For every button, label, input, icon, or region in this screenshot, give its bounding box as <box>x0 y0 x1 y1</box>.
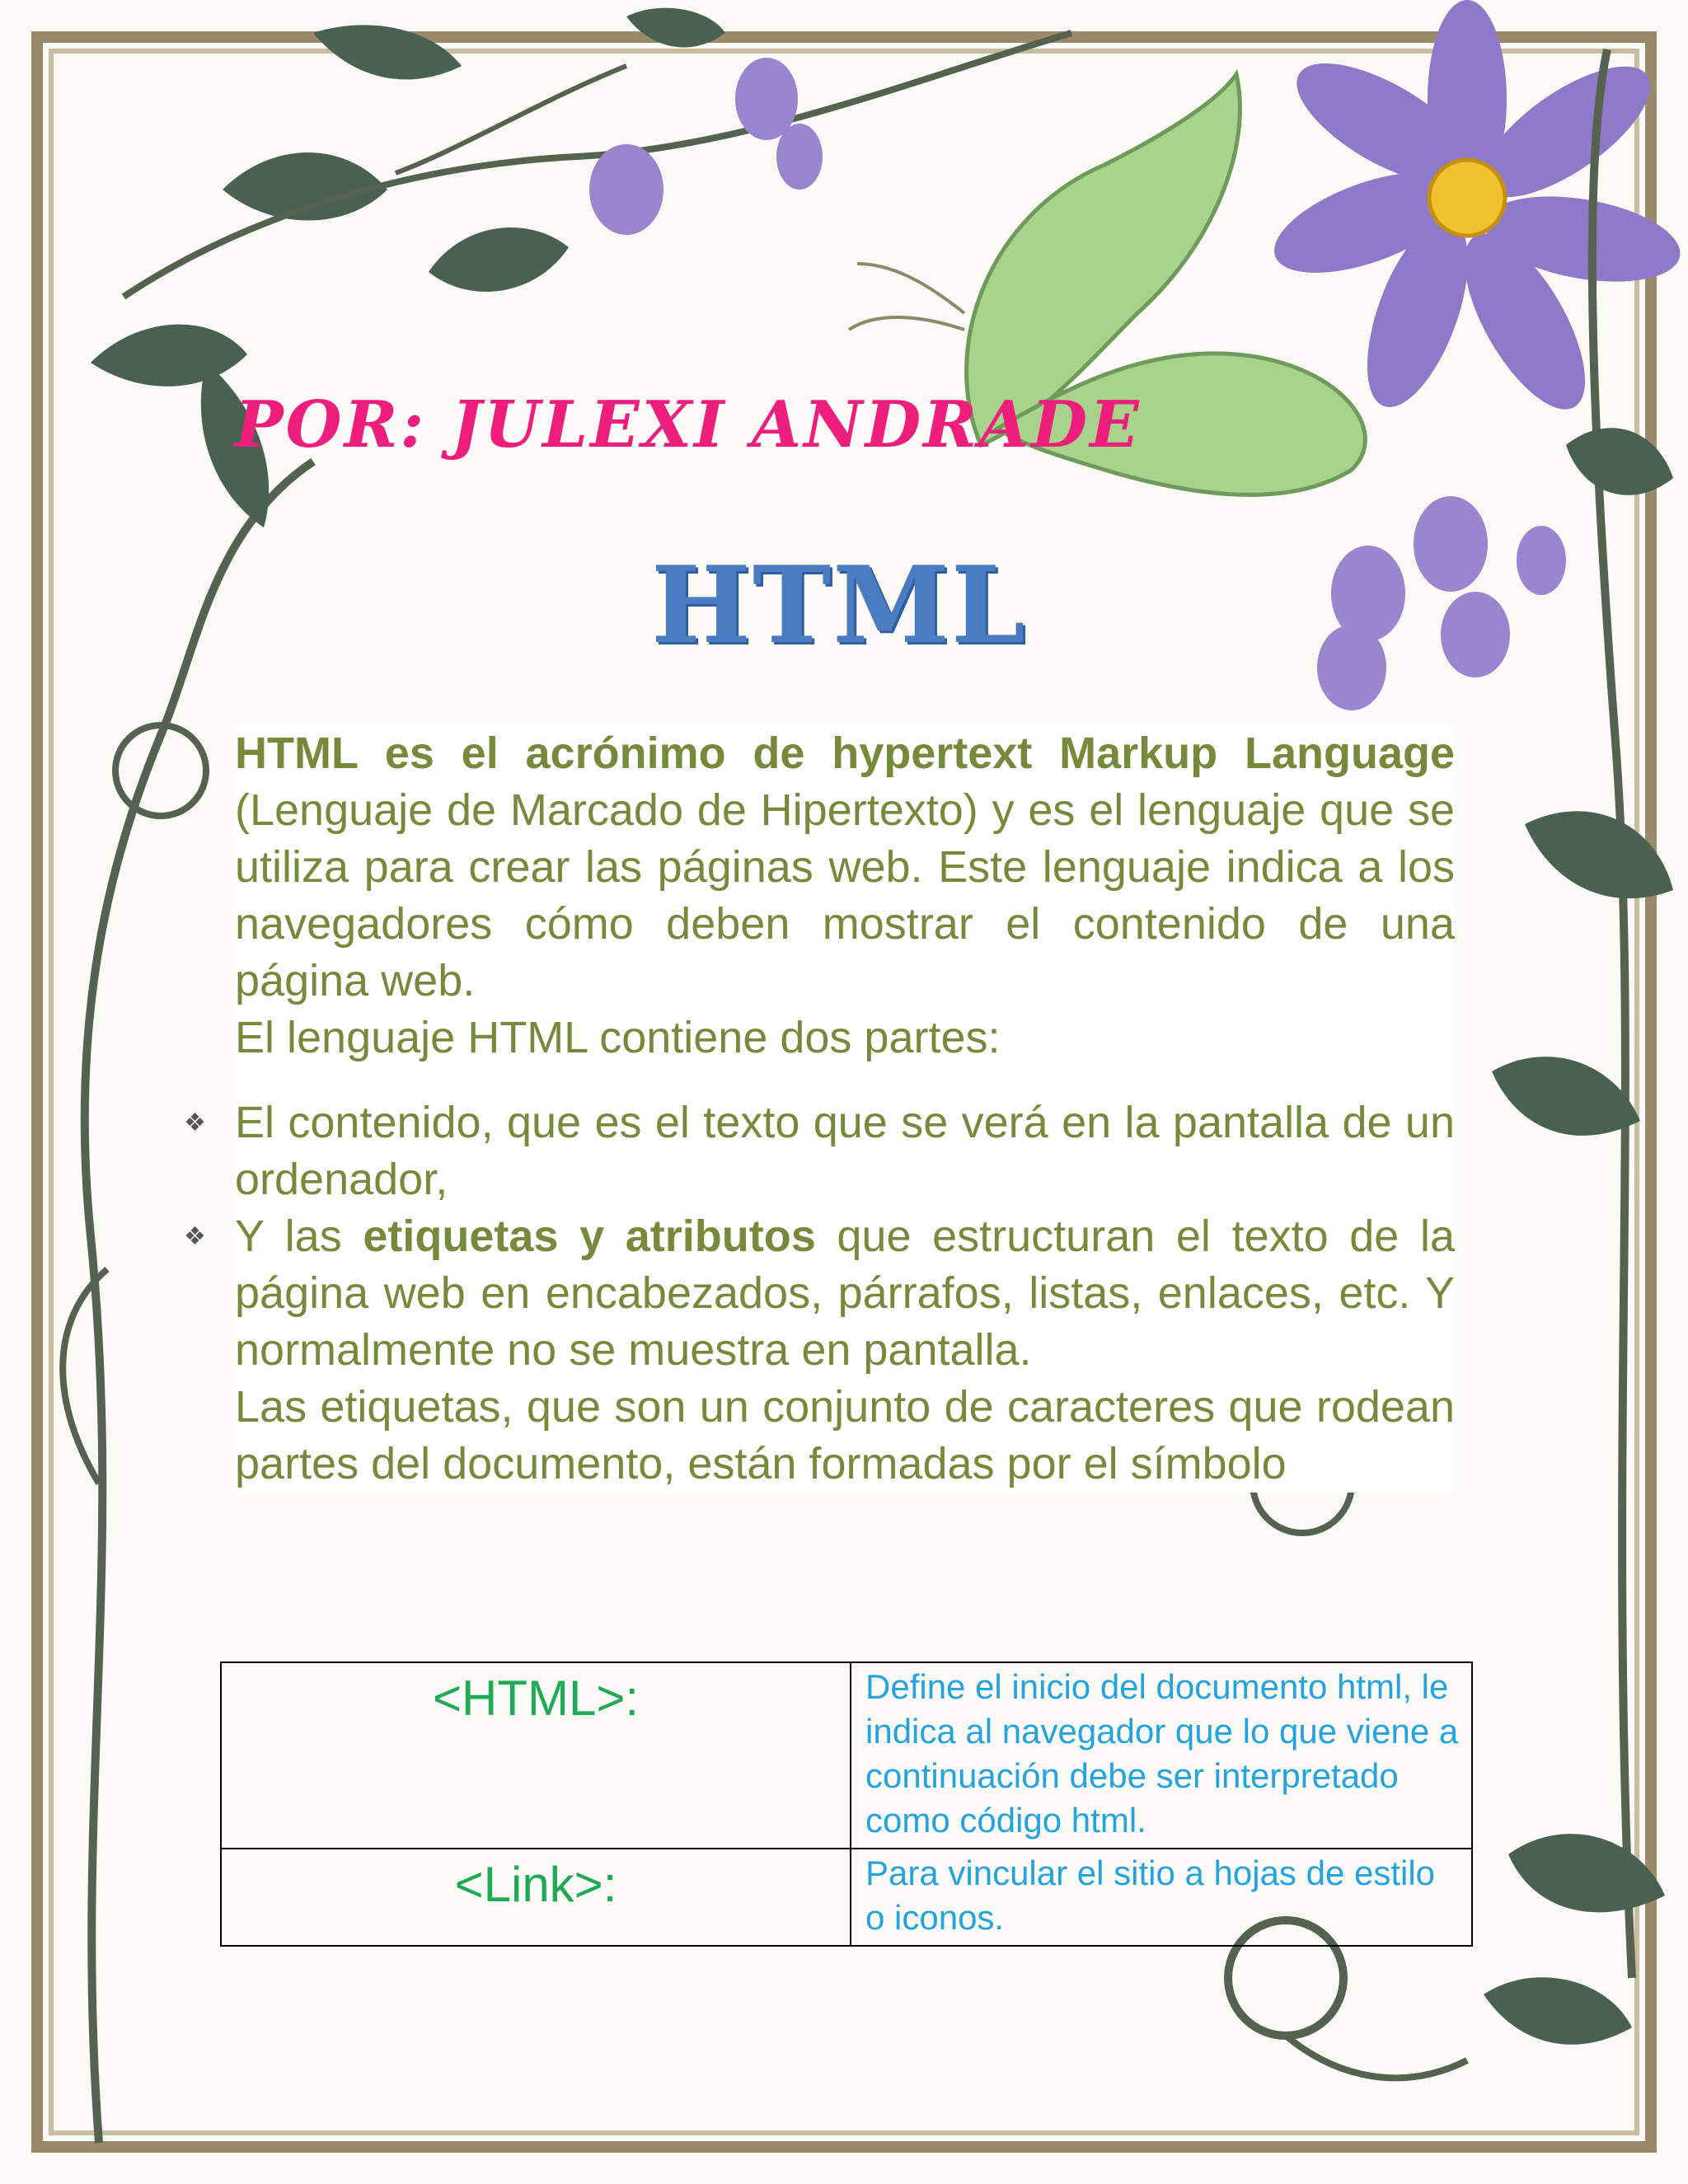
purple-bud-icon <box>776 124 823 190</box>
page-title: HTML <box>651 544 1027 668</box>
diamond-bullet-icon: ❖ <box>184 1109 206 1137</box>
vine-icon <box>1592 49 1632 1978</box>
bullet-list <box>184 1094 1456 1379</box>
leaf-icon <box>1492 1057 1640 1136</box>
purple-flower-icon <box>1317 496 1566 710</box>
leaf-icon <box>1566 428 1673 495</box>
tag-cell: <Link>: <box>221 1849 851 1946</box>
bullet-text: El contenido, que es el texto que se verá en la pantalla de un ordenador, <box>235 1098 1455 1204</box>
vine-icon <box>1286 2036 1467 2078</box>
list-item <box>184 1208 1456 1379</box>
intro-text: (Lenguaje de Marcado de Hipertexto) y es el lenguaje que se utiliza para crear las páginas web. Este lenguaje indica a los navegadores cómo deben mostrar el contenido de una página web. <box>235 785 1455 1005</box>
purple-bud-icon <box>589 144 663 235</box>
diamond-bullet-icon: ❖ <box>184 1223 206 1250</box>
purple-flower-icon <box>1262 0 1687 427</box>
tags-table <box>220 1661 1473 1947</box>
leaf-icon <box>1508 1834 1665 1912</box>
leaf-icon <box>429 227 569 292</box>
intro-paragraph <box>235 725 1455 1010</box>
tag-cell: <HTML>: <box>221 1662 851 1849</box>
list-item <box>184 1094 1455 1208</box>
bullet-text-continued: que estructuran el texto de la página web en encabezados, párrafos, listas, enlaces, etc. Y normalmente no se muestra en pantalla. <box>235 1212 1456 1375</box>
leaf-icon <box>91 325 247 387</box>
description-cell: Para vincular el sitio a hojas de estilo o iconos. <box>851 1849 1472 1946</box>
intro-line-2: El lenguaje HTML contiene dos partes: <box>235 1013 1001 1062</box>
bullet-text: Y las <box>235 1212 363 1261</box>
main-content <box>184 725 1456 1493</box>
intro-bold-lead: HTML es el acrónimo de hypertext Markup Language <box>235 729 1455 778</box>
description-cell: Define el inicio del documento html, le indica al navegador que lo que viene a continuación debe ser interpretado como código html. <box>851 1662 1472 1849</box>
table-row <box>221 1849 1472 1946</box>
bullet-bold-text: etiquetas y atributos <box>363 1212 816 1261</box>
author-line: POR: JULEXI ANDRADE <box>235 387 1142 462</box>
leaf-icon <box>1484 1977 1632 2045</box>
closing-paragraph: Las etiquetas, que son un conjunto de caracteres que rodean partes del documento, están formadas por el símbolo <box>235 1382 1455 1488</box>
table-row <box>221 1662 1472 1849</box>
